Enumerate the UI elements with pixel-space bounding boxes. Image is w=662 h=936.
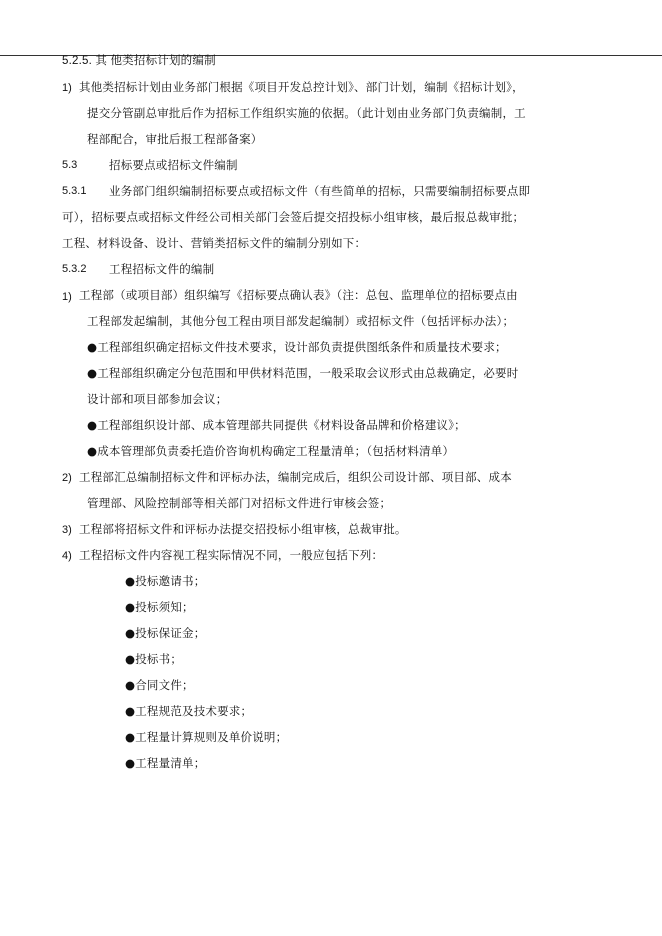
paragraph-line: 程部配合，审批后报工程部备案） bbox=[87, 132, 263, 146]
bullet-item: ●工程部组织设计部、成本管理部共同提供《材料设备品牌和价格建议》； bbox=[87, 418, 466, 432]
list-marker: 1) bbox=[62, 291, 72, 303]
paragraph-line: 可），招标要点或招标文件经公司相关部门会签后提交招投标小组审核，最后报总裁审批； bbox=[62, 210, 525, 224]
contents-item: ●投标邀请书； bbox=[125, 574, 206, 588]
section-5-3-title: 招标要点或招标文件编制 bbox=[109, 158, 238, 172]
contents-item: ●合同文件； bbox=[125, 678, 194, 692]
section-title: 其 他类招标计划的编制 bbox=[95, 55, 216, 67]
list-marker: 1) bbox=[62, 82, 72, 94]
bullet-item-continuation: 设计部和项目部参加会议； bbox=[87, 392, 228, 406]
section-number: 5.2.5. bbox=[62, 55, 92, 67]
bullet-item: ●工程部组织确定分包范围和甲供材料范围，一般采取会议形式由总裁确定，必要时 bbox=[87, 366, 519, 380]
paragraph-line: 其他类招标计划由业务部门根据《项目开发总控计划》、部门计划，编制《招标计划》， bbox=[79, 80, 524, 94]
paragraph-line: 工程部（或项目部）组织编写《招标要点确认表》（注：总包、监理单位的招标要点由 bbox=[79, 288, 518, 302]
paragraph-line: 管理部、风险控制部等相关部门对招标文件进行审核会签； bbox=[87, 496, 392, 510]
list-marker: 4) bbox=[62, 550, 72, 562]
section-5-3-1-number: 5.3.1 bbox=[62, 185, 87, 197]
contents-item: ●投标书； bbox=[125, 652, 183, 666]
contents-item: ●工程量清单； bbox=[125, 756, 206, 770]
paragraph-line: 工程部发起编制，其他分包工程由项目部发起编制）或招标文件（包括评标办法）； bbox=[87, 314, 515, 328]
contents-item: ●工程量计算规则及单价说明； bbox=[125, 730, 288, 744]
paragraph-line: 工程、材料设备、设计、营销类招标文件的编制分别如下： bbox=[62, 236, 367, 250]
paragraph-line: 工程部汇总编制招标文件和评标办法，编制完成后，组织公司设计部、项目部、成本 bbox=[79, 470, 512, 484]
paragraph-line: 业务部门组织编制招标要点或招标文件（有些简单的招标，只需要编制招标要点即 bbox=[109, 184, 531, 198]
contents-item: ●工程规范及技术要求； bbox=[125, 704, 253, 718]
list-marker: 2) bbox=[62, 472, 72, 484]
bullet-item: ●成本管理部负责委托造价咨询机构确定工程量清单；（包括材料清单） bbox=[87, 444, 455, 458]
paragraph-line: 工程招标文件内容视工程实际情况不同，一般应包括下列： bbox=[79, 548, 384, 562]
bullet-item: ●工程部组织确定招标文件技术要求，设计部负责提供图纸条件和质量技术要求； bbox=[87, 340, 507, 354]
section-5-3-number: 5.3 bbox=[62, 159, 78, 171]
paragraph-line: 提交分管副总审批后作为招标工作组织实施的依据。（此计划由业务部门负责编制，工 bbox=[87, 106, 526, 120]
section-5-3-2-title: 工程招标文件的编制 bbox=[109, 262, 215, 276]
list-marker: 3) bbox=[62, 524, 72, 536]
section-5-3-2-number: 5.3.2 bbox=[62, 263, 87, 275]
contents-item: ●投标保证金； bbox=[125, 626, 206, 640]
paragraph-line: 工程部将招标文件和评标办法提交招投标小组审核，总裁审批。 bbox=[79, 522, 407, 536]
section-5-2-5-heading bbox=[62, 53, 216, 69]
contents-item: ●投标须知； bbox=[125, 600, 194, 614]
